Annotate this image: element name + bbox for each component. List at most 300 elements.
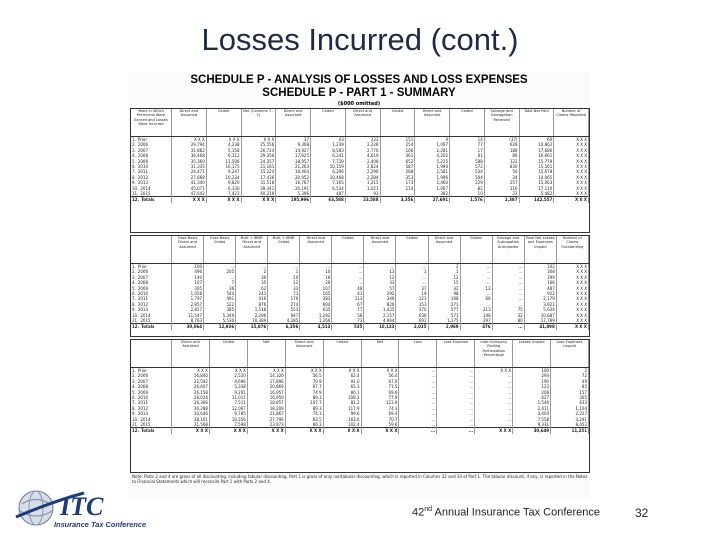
table-cell: ... — [437, 417, 475, 422]
table-cell: 60 — [519, 137, 554, 143]
table-cell: 4,285 — [268, 318, 300, 324]
table-cell: 35,369 — [172, 159, 207, 164]
table-cell: 15,561 — [519, 164, 554, 169]
schedule-table — [131, 236, 589, 330]
table-cell: ... — [475, 390, 513, 395]
table-cell: 98 — [428, 291, 460, 296]
table-cell: 56 — [484, 169, 519, 174]
table-cell: 151 — [380, 137, 415, 143]
year-label: 2007 — [137, 378, 149, 384]
table-cell: 47,642 — [172, 191, 207, 197]
table-cell: 100 — [172, 264, 204, 270]
table-cell: 1,260 — [300, 318, 332, 324]
table-cell: 153 — [396, 302, 428, 307]
table-cell: X X X — [556, 286, 588, 291]
table-cell: X X X — [554, 148, 589, 153]
row-number — [131, 428, 172, 434]
table-cell: 36,468 — [172, 153, 207, 158]
table-cell: 1,021 — [345, 186, 380, 191]
footer-ordinal-suffix: nd — [424, 506, 433, 513]
table-cell: 116 — [484, 186, 519, 191]
table-cell: ... — [268, 264, 300, 270]
table-cell: 15,678 — [519, 169, 554, 174]
row-index: 6. — [132, 164, 136, 170]
table-cell: ... — [460, 275, 492, 280]
table-cell: 40,219 — [241, 191, 276, 197]
row-index: 1. — [132, 137, 136, 142]
table-cell: ... — [475, 384, 513, 389]
table-cell: 107 — [172, 280, 204, 285]
table-cell: 1,546 — [513, 400, 551, 405]
table-cell: 20 — [300, 280, 332, 285]
row-number — [131, 197, 172, 203]
table-cell: 67.0 — [361, 379, 399, 384]
table-header-row — [131, 340, 589, 368]
table-cell: 1,996 — [415, 175, 450, 180]
table-cell: 188 — [484, 148, 519, 153]
table-cell: 10,389 — [236, 318, 268, 324]
table-cell: 10,175 — [206, 164, 241, 169]
table-cell: 5,225 — [415, 159, 450, 164]
table-cell: 21,263 — [276, 164, 311, 169]
column-header: Loss Expense — [437, 340, 475, 368]
table-cell: 93 — [345, 191, 380, 197]
table-cell: 305 — [172, 286, 204, 291]
table-cell: 57 — [364, 286, 396, 291]
table-cell: 2,520 — [209, 373, 247, 378]
table-cell: X X X — [556, 302, 588, 307]
table-cell: 10,133 — [364, 324, 396, 330]
column-header: Direct and Assumed — [172, 109, 207, 137]
itc-logo — [14, 487, 189, 533]
table-cell: ... — [399, 373, 437, 378]
table-cell: ... — [399, 390, 437, 395]
table-cell: 17,436 — [241, 175, 276, 180]
year-label: Totals — [141, 428, 155, 434]
table-cell: 2,408 — [345, 159, 380, 164]
row-index: 8. — [132, 405, 136, 411]
table-cell: 23,973 — [247, 422, 285, 428]
table-cell: 80 — [492, 318, 524, 324]
table-cell: 2,281 — [415, 148, 450, 153]
table-header-row — [131, 109, 589, 137]
table-cell: X X X — [554, 175, 589, 180]
table-cell: 89.1 — [285, 395, 323, 400]
table-cell: 33 — [364, 280, 396, 285]
table-cell: 2,460 — [415, 180, 450, 185]
table-cell: 30,649 — [513, 428, 551, 434]
column-header: Number of Claims Reported — [554, 109, 589, 137]
table-cell: 496 — [172, 269, 204, 274]
logo-mark: ITC — [60, 492, 104, 521]
table-cell: 195,996 — [276, 197, 311, 203]
table-cell: 2,387 — [484, 197, 519, 203]
table-cell: ... — [204, 275, 236, 280]
table-cell: 2 — [551, 368, 589, 374]
table-cell: 1,097 — [415, 142, 450, 147]
table-cell: 16,767 — [276, 180, 311, 185]
table-cell: 16 — [300, 275, 332, 280]
year-label: 2009 — [137, 158, 149, 164]
table-row — [131, 280, 589, 285]
table-cell: 2,228 — [345, 142, 380, 147]
table-cell: 534 — [450, 169, 485, 174]
table-cell: 1,058 — [172, 291, 204, 296]
table-cell: 223 — [345, 137, 380, 143]
table-cell: 77 — [450, 142, 485, 147]
table-cell: 14,065 — [519, 175, 554, 180]
table-cell: 2,411 — [513, 406, 551, 411]
table-cell: 20,869 — [247, 384, 285, 389]
table-cell: 142,557 — [519, 197, 554, 203]
table-cell: 7,739 — [311, 159, 346, 164]
table-cell: 18,857 — [247, 400, 285, 405]
table-cell: 31,568 — [172, 422, 210, 428]
table-cell: X X X — [556, 280, 588, 285]
table-cell: 271 — [428, 302, 460, 307]
table-cell: X X X — [285, 368, 323, 374]
table-cell: 308 — [524, 269, 556, 274]
table-cell: 10,687 — [524, 313, 556, 318]
year-label: Prior — [137, 368, 148, 373]
table-cell: ... — [437, 379, 475, 384]
table-cell: X X X — [554, 191, 589, 197]
year-label: 2007 — [137, 274, 149, 280]
schedule-note: Note: Parts 2 and 4 are gross of all discounting, including tabular discounting. Part 1 is gross of only nontabular discounting, which is reported in Columns 32 and 33 of Part 1. The tabular discount, if any, is reported in the Notes to Financial Statements which will reconcile Part 1 with Parts 2 and 4. — [132, 474, 588, 484]
table-cell: 12 — [460, 286, 492, 291]
row-index: 8. — [132, 174, 136, 180]
table-cell: 26,366 — [172, 400, 210, 405]
footer-conference — [412, 506, 600, 519]
table-cell: 7,511 — [209, 400, 247, 405]
table-cell: 577 — [428, 307, 460, 312]
column-header: Number of Claims Outstanding — [556, 236, 588, 264]
column-header: Ceded — [380, 109, 415, 137]
table-cell: 2,969 — [428, 324, 460, 330]
table-cell: 4,238 — [206, 142, 241, 147]
row-index: 6. — [132, 291, 136, 297]
table-cell: 24,471 — [172, 169, 207, 174]
table-cell: 31,518 — [241, 180, 276, 185]
table-cell: 254 — [380, 142, 415, 147]
table-cell: X X X — [172, 368, 210, 374]
table-cell: ... — [399, 417, 437, 422]
table-cell: 544 — [204, 291, 236, 296]
year-label: 2014 — [140, 312, 151, 318]
table-cell: X X X — [285, 428, 323, 434]
table-cell: 830 — [484, 164, 519, 169]
table-cell: 7 — [204, 280, 236, 285]
column-header: Bulk + IBNR Ceded — [268, 236, 300, 264]
table-cell: 89.3 — [285, 406, 323, 411]
table-cell: 1,797 — [172, 296, 204, 301]
table-cell: 99.6 — [323, 411, 361, 416]
table-cell: 6,112 — [206, 153, 241, 158]
table-cell: X X X — [554, 197, 589, 203]
schedule-title-line2: SCHEDULE P - PART 1 - SUMMARY — [262, 87, 456, 99]
table-cell: 4,619 — [345, 153, 380, 158]
row-index: 5. — [132, 158, 136, 164]
table-cell: ... — [399, 428, 437, 434]
row-index: 9. — [132, 307, 136, 313]
column-header: Net (Columns 1 - 2) — [241, 109, 276, 137]
table-cell: 2,035 — [396, 324, 428, 330]
table-cell: 535 — [332, 324, 364, 330]
table-cell: 26,724 — [241, 148, 276, 153]
table-cell: 37 — [276, 137, 311, 143]
table-cell: 107.7 — [285, 400, 323, 405]
table-cell: 102 — [524, 264, 556, 270]
table-cell: ... — [460, 291, 492, 296]
year-label: 2015 — [140, 318, 151, 324]
table-cell: 29,356 — [241, 153, 276, 158]
year-label: 2011 — [137, 400, 149, 406]
table-cell: 572 — [450, 164, 485, 169]
table-cell: 652 — [380, 159, 415, 164]
table-cell: 16,840 — [172, 373, 210, 378]
column-header: Direct and Assumed — [300, 236, 332, 264]
table-cell: 208 — [513, 390, 551, 395]
table-cell: 491 — [204, 296, 236, 301]
table-cell: 18,404 — [276, 169, 311, 174]
year-label: 2012 — [137, 174, 149, 180]
table-cell: 229 — [450, 180, 485, 185]
table-cell: 11,251 — [551, 428, 589, 434]
table-cell: 81.2 — [323, 400, 361, 405]
column-header: Ceded — [311, 109, 346, 137]
row-index: 2. — [132, 373, 136, 379]
row-index: 2. — [132, 142, 136, 148]
table-cell: 17,896 — [247, 379, 285, 384]
table-cell: ... — [475, 379, 513, 384]
year-label: 2011 — [137, 169, 149, 175]
table-cell: 62.4 — [323, 373, 361, 378]
table-cell: 70.7 — [361, 417, 399, 422]
column-header: Direct and Assumed — [415, 109, 450, 137]
table-cell: ... — [492, 291, 524, 296]
table-cell: 826 — [364, 302, 396, 307]
year-label: 2015 — [140, 191, 151, 197]
table-cell: 23,588 — [345, 197, 380, 203]
table-cell: 39 — [236, 275, 268, 280]
table-cell: 18,209 — [247, 406, 285, 411]
table-cell: 20,952 — [276, 175, 311, 180]
table-cell: 633 — [551, 400, 589, 405]
table-cell: 2,179 — [524, 296, 556, 301]
table-cell: 243 — [236, 291, 268, 296]
table-cell: ... — [492, 275, 524, 280]
table-cell: ... — [332, 264, 364, 270]
table-cell: 604 — [300, 302, 332, 307]
table-cell: 30,646 — [172, 411, 210, 416]
table-cell: 86 — [484, 153, 519, 158]
table-cell: 22,592 — [172, 379, 210, 384]
table-cell: 82 — [450, 186, 485, 191]
table-cell: 1,990 — [415, 164, 450, 169]
table-cell: X X X — [554, 169, 589, 174]
table-cell: 37 — [396, 286, 428, 291]
table-cell: 27,796 — [247, 417, 285, 422]
table-cell: ... — [399, 384, 437, 389]
table-cell: ... — [460, 302, 492, 307]
table-cell: 213 — [460, 307, 492, 312]
table-cell: 292 — [364, 291, 396, 296]
table-cell: 45,671 — [172, 186, 207, 191]
table-cell: ... — [475, 406, 513, 411]
year-label: 2014 — [140, 416, 151, 422]
table-cell: 522 — [204, 302, 236, 307]
column-header: Ceded — [396, 236, 428, 264]
table-cell: X X X — [361, 368, 399, 374]
row-index: 10. — [132, 185, 139, 191]
column-header: Net — [247, 340, 285, 368]
year-label: 2006 — [137, 373, 149, 379]
schedule-subtitle: ($000 omitted) — [337, 101, 381, 107]
year-label: 2009 — [137, 389, 149, 395]
table-cell: 24,357 — [241, 159, 276, 164]
table-cell: ... — [204, 264, 236, 270]
column-header: Case Basis Ceded — [204, 236, 236, 264]
row-index: 9. — [132, 180, 136, 186]
table-cell: 65.3 — [323, 384, 361, 389]
table-cell: 487 — [524, 286, 556, 291]
column-header: Ceded — [460, 236, 492, 264]
table-cell: 77 — [332, 307, 364, 312]
table-cell: 691 — [396, 318, 428, 324]
table-cell: 5,349 — [204, 313, 236, 318]
table-cell: ... — [380, 191, 415, 197]
column-header: Ceded — [450, 109, 485, 137]
table-cell: 80.1 — [323, 390, 361, 395]
table-cell: 123.9 — [361, 400, 399, 405]
table-cell: X X X — [554, 186, 589, 191]
column-header: Salvage and Subrogation Anticipated — [492, 236, 524, 264]
table-row — [131, 318, 589, 324]
table-cell: X X X — [206, 137, 241, 143]
column-header: Ceded — [332, 236, 364, 264]
table-cell: 4,964 — [364, 318, 396, 324]
table-cell: 361 — [380, 153, 415, 158]
table-cell: X X X — [556, 291, 588, 296]
table-cell: 27,668 — [172, 175, 207, 180]
table-cell: 56.5 — [285, 373, 323, 378]
year-label: 2011 — [137, 296, 149, 302]
table-cell: 30,288 — [172, 406, 210, 411]
table-cell: 39,341 — [241, 186, 276, 191]
table-cell: 3,403 — [513, 411, 551, 416]
table-cell: X X X — [554, 137, 589, 143]
table-cell: ... — [475, 411, 513, 416]
table-cell: 7,423 — [206, 191, 241, 197]
table-cell: ... — [332, 275, 364, 280]
table-cell: 10 — [300, 269, 332, 274]
table-cell: 100 — [513, 368, 551, 374]
table-cell: 12 — [364, 275, 396, 280]
table-cell: 20,191 — [276, 186, 311, 191]
table-cell: 56 — [332, 313, 364, 318]
table-cell: ... — [236, 264, 268, 270]
table-cell: X X X — [172, 137, 207, 143]
table-cell: 13 — [364, 269, 396, 274]
row-index: 3. — [132, 274, 136, 280]
table-cell: 553 — [268, 307, 300, 312]
table-cell: 1 — [396, 269, 428, 274]
table-cell: ... — [437, 395, 475, 400]
table-cell: 199 — [524, 275, 556, 280]
column-header: Loss — [399, 340, 437, 368]
year-label: 2010 — [137, 164, 149, 170]
table-cell: 274 — [268, 302, 300, 307]
column-header: Ceded — [209, 340, 247, 368]
table-cell: ... — [475, 395, 513, 400]
table-cell: 1,518 — [236, 307, 268, 312]
table-cell: 62 — [236, 286, 268, 291]
table-cell: X X X — [241, 137, 276, 143]
table-cell: 14,927 — [276, 148, 311, 153]
table-cell: 297 — [460, 318, 492, 324]
table-cell: 476 — [460, 324, 492, 330]
table-cell: 2,827 — [172, 307, 204, 312]
table-cell: 9,331 — [513, 422, 551, 428]
column-header: Total Net Paid — [519, 109, 554, 137]
table-cell: 123 — [513, 384, 551, 389]
table-cell: 71.5 — [361, 384, 399, 389]
table-cell: 416 — [236, 296, 268, 301]
table-cell: X X X — [556, 296, 588, 301]
table-cell: 107 — [300, 286, 332, 291]
table-cell: 25,556 — [241, 142, 276, 147]
table-cell: ... — [399, 379, 437, 384]
schedule-title-line1: SCHEDULE P - ANALYSIS OF LOSSES AND LOSS EXPENSES — [190, 74, 528, 86]
table-cell: 1,576 — [450, 197, 485, 203]
table-cell: 628 — [484, 142, 519, 147]
table-cell: 487 — [311, 191, 346, 197]
table-cell: 2,296 — [236, 313, 268, 318]
table-cell: 170 — [268, 296, 300, 301]
table-cell: 102.4 — [323, 422, 361, 428]
table-cell: 59.6 — [361, 422, 399, 428]
table-cell: 922 — [524, 291, 556, 296]
table-cell: 10,468 — [311, 175, 346, 180]
table-cell: ... — [437, 390, 475, 395]
table-cell: ... — [437, 411, 475, 416]
table-cell: 876 — [236, 302, 268, 307]
table-cell: 8,763 — [172, 318, 204, 324]
slide-title: Losses Incurred (cont.) — [201, 22, 519, 57]
table-cell: 157 — [551, 390, 589, 395]
table-cell: 48 — [332, 286, 364, 291]
year-label: Prior — [137, 264, 148, 269]
row-index: 3. — [132, 147, 136, 153]
table-cell: ... — [437, 406, 475, 411]
table-cell: 15,876 — [236, 324, 268, 330]
table-cell: 12,067 — [209, 406, 247, 411]
table-cell: 15 — [428, 280, 460, 285]
table-cell: X X X — [209, 368, 247, 374]
column-header: Loss Expenses Unpaid — [551, 340, 589, 368]
table-cell: 1 — [268, 269, 300, 274]
table-cell: 9,308 — [276, 142, 311, 147]
table-cell: 168 — [428, 296, 460, 301]
table-cell: 56.0 — [361, 373, 399, 378]
schedule-panel-3 — [130, 339, 590, 473]
table-cell: 81 — [450, 153, 485, 158]
table-cell: 190 — [513, 379, 551, 384]
row-index: 10. — [132, 416, 139, 422]
table-cell: X X X — [475, 368, 513, 374]
table-cell: X X X — [556, 313, 588, 318]
table-cell: 32 — [492, 313, 524, 318]
